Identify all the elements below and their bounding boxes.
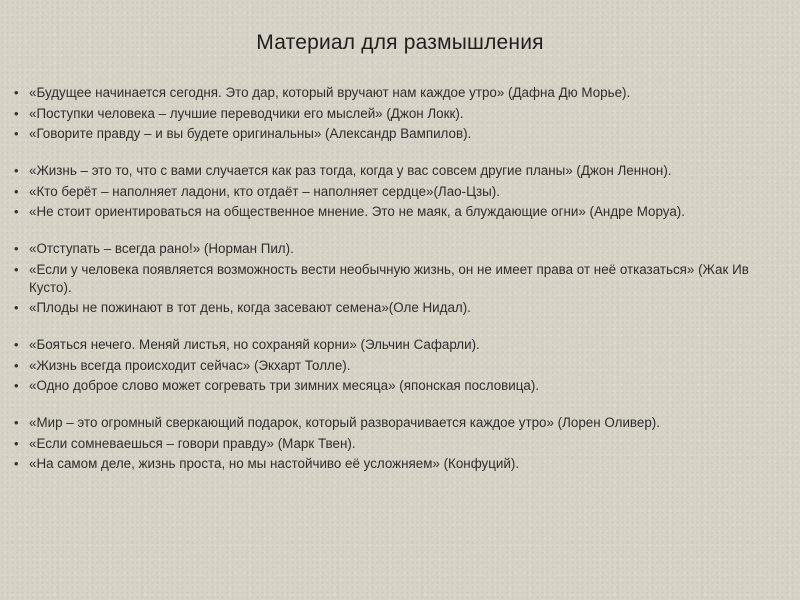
quote-text: «Не стоит ориентироваться на общественное мнение. Это не маяк, а блуждающие огни» (Андре Моруа). bbox=[29, 204, 685, 219]
quote-text: «Одно доброе слово может согревать три зимних месяца» (японская пословица). bbox=[29, 378, 540, 393]
quote-group-2 bbox=[14, 162, 774, 221]
quote-item bbox=[14, 162, 774, 180]
quote-item bbox=[14, 299, 774, 317]
bullet-icon: • bbox=[14, 456, 19, 471]
bullet-icon: • bbox=[14, 378, 19, 393]
bullet-icon: • bbox=[14, 261, 19, 277]
bullet-icon: • bbox=[14, 241, 19, 256]
bullet-icon: • bbox=[14, 105, 19, 121]
quote-text: «Если у человека появляется возможность вести необычную жизнь, он не имеет права от неё отказаться» (Жак Ив Кусто). bbox=[29, 261, 749, 295]
bullet-icon: • bbox=[14, 204, 19, 219]
bullet-icon: • bbox=[14, 126, 19, 141]
quote-item bbox=[14, 357, 774, 375]
quote-text: «Поступки человека – лучшие переводчики его мыслей» (Джон Локк). bbox=[29, 105, 464, 121]
bullet-icon: • bbox=[14, 337, 19, 352]
quote-list bbox=[14, 84, 774, 492]
bullet-icon: • bbox=[14, 300, 19, 315]
quote-item bbox=[14, 240, 774, 258]
quote-text: «Плоды не пожинают в тот день, когда засевают семена»(Оле Нидал). bbox=[29, 300, 471, 315]
quote-item bbox=[14, 203, 774, 221]
quote-item bbox=[14, 435, 774, 453]
quote-text: «Говорите правду – и вы будете оригинальны» (Александр Вампилов). bbox=[29, 126, 472, 141]
quote-item bbox=[14, 414, 774, 432]
quote-text: «Жизнь всегда происходит сейчас» (Экхарт Толле). bbox=[29, 357, 351, 373]
quote-item bbox=[14, 105, 774, 123]
quote-item bbox=[14, 261, 774, 297]
quote-item bbox=[14, 183, 774, 201]
quote-group-5 bbox=[14, 414, 774, 473]
quote-text: «Мир – это огромный сверкающий подарок, который разворачивается каждое утро» (Лорен Оливер). bbox=[29, 415, 660, 430]
quote-item bbox=[14, 455, 774, 473]
quote-text: «На самом деле, жизнь проста, но мы настойчиво её усложняем» (Конфуций). bbox=[29, 456, 520, 471]
bullet-icon: • bbox=[14, 357, 19, 373]
bullet-icon: • bbox=[14, 163, 19, 178]
slide-title: Материал для размышления bbox=[256, 31, 544, 54]
bullet-icon: • bbox=[14, 183, 19, 199]
bullet-icon: • bbox=[14, 435, 19, 451]
quote-text: «Будущее начинается сегодня. Это дар, который вручают нам каждое утро» (Дафна Дю Морье). bbox=[29, 85, 631, 100]
bullet-icon: • bbox=[14, 415, 19, 430]
quote-item bbox=[14, 336, 774, 354]
quote-text: «Кто берёт – наполняет ладони, кто отдаёт – наполняет сердце»(Лао-Цзы). bbox=[29, 183, 500, 199]
quote-item bbox=[14, 125, 774, 143]
quote-group-1 bbox=[14, 84, 774, 143]
bullet-icon: • bbox=[14, 85, 19, 100]
quote-item bbox=[14, 377, 774, 395]
quote-group-4 bbox=[14, 336, 774, 395]
quote-text: «Жизнь – это то, что с вами случается как раз тогда, когда у вас совсем другие планы» (Джон Леннон). bbox=[29, 163, 672, 178]
quote-text: «Если сомневаешься – говори правду» (Марк Твен). bbox=[29, 435, 356, 451]
quote-item bbox=[14, 84, 774, 102]
quote-text: «Бояться нечего. Меняй листья, но сохраняй корни» (Эльчин Сафарли). bbox=[29, 337, 480, 352]
quote-group-3 bbox=[14, 240, 774, 317]
quote-text: «Отступать – всегда рано!» (Норман Пил). bbox=[29, 241, 294, 256]
